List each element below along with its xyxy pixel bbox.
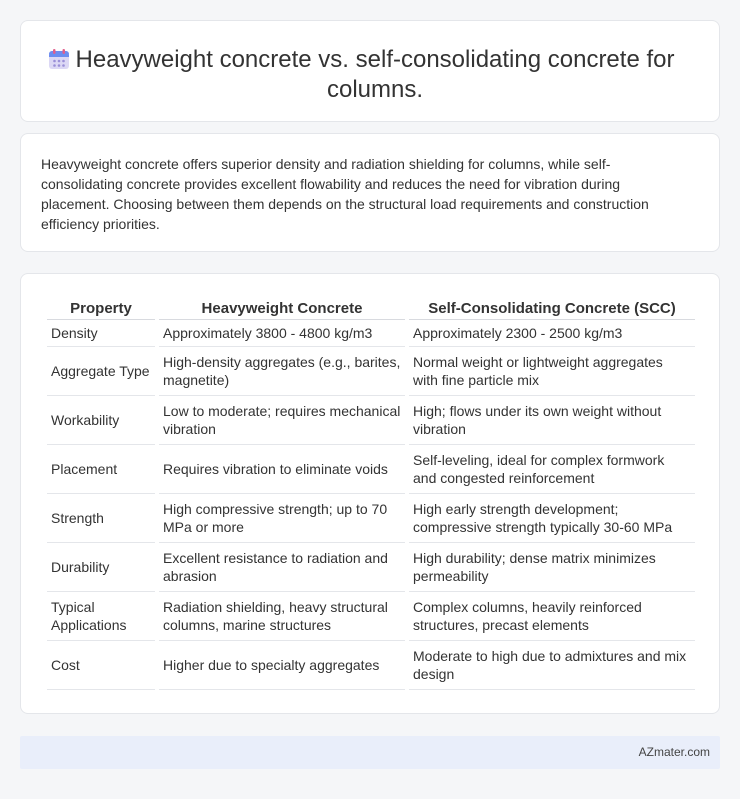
- cell-property: Aggregate Type: [47, 347, 155, 396]
- cell-scc: High durability; dense matrix minimizes permeability: [409, 543, 695, 592]
- cell-scc: Self-leveling, ideal for complex formwork and congested reinforcement: [409, 445, 695, 494]
- cell-scc: High; flows under its own weight without vibration: [409, 396, 695, 445]
- table-row: [47, 543, 695, 592]
- cell-scc: Moderate to high due to admixtures and mix design: [409, 641, 695, 690]
- page-title: Heavyweight concrete vs. self-consolidating concrete for columns.: [75, 46, 675, 103]
- summary-card: [20, 133, 720, 252]
- cell-heavyweight: Higher due to specialty aggregates: [159, 641, 405, 690]
- header-property: Property: [47, 294, 155, 320]
- table-row: [47, 320, 695, 347]
- footer-bar: [20, 736, 720, 769]
- cell-heavyweight: Radiation shielding, heavy structural columns, marine structures: [159, 592, 405, 641]
- cell-heavyweight: Excellent resistance to radiation and abrasion: [159, 543, 405, 592]
- cell-heavyweight: High compressive strength; up to 70 MPa or more: [159, 494, 405, 543]
- cell-scc: Approximately 2300 - 2500 kg/m3: [409, 320, 695, 347]
- cell-heavyweight: High-density aggregates (e.g., barites, magnetite): [159, 347, 405, 396]
- header-scc: Self-Consolidating Concrete (SCC): [409, 294, 695, 320]
- table-row: [47, 445, 695, 494]
- footer-brand-link[interactable]: AZmater.com: [638, 745, 710, 759]
- header-heavyweight: Heavyweight Concrete: [159, 294, 405, 320]
- cell-property: Workability: [47, 396, 155, 445]
- table-row: [47, 396, 695, 445]
- comparison-table: [43, 294, 699, 690]
- cell-scc: Complex columns, heavily reinforced structures, precast elements: [409, 592, 695, 641]
- cell-property: Durability: [47, 543, 155, 592]
- cell-heavyweight: Approximately 3800 - 4800 kg/m3: [159, 320, 405, 347]
- cell-scc: High early strength development; compressive strength typically 30-60 MPa: [409, 494, 695, 543]
- table-row: [47, 592, 695, 641]
- cell-property: Strength: [47, 494, 155, 543]
- cell-property: Placement: [47, 445, 155, 494]
- cell-property: Density: [47, 320, 155, 347]
- table-header-row: [47, 294, 695, 320]
- table-row: [47, 641, 695, 690]
- cell-scc: Normal weight or lightweight aggregates with fine particle mix: [409, 347, 695, 396]
- cell-heavyweight: Low to moderate; requires mechanical vibration: [159, 396, 405, 445]
- table-row: [47, 494, 695, 543]
- summary-text: Heavyweight concrete offers superior density and radiation shielding for columns, while self-consolidating concrete provides excellent flowability and reduces the need for vibration during placement. Choosing between them depends on the structural load requirements and construction efficiency priorities.: [41, 156, 649, 232]
- cell-property: Typical Applications: [47, 592, 155, 641]
- title-card: [20, 20, 720, 122]
- table-row: [47, 347, 695, 396]
- comparison-table-card: [20, 273, 720, 714]
- cell-heavyweight: Requires vibration to eliminate voids: [159, 445, 405, 494]
- cell-property: Cost: [47, 641, 155, 690]
